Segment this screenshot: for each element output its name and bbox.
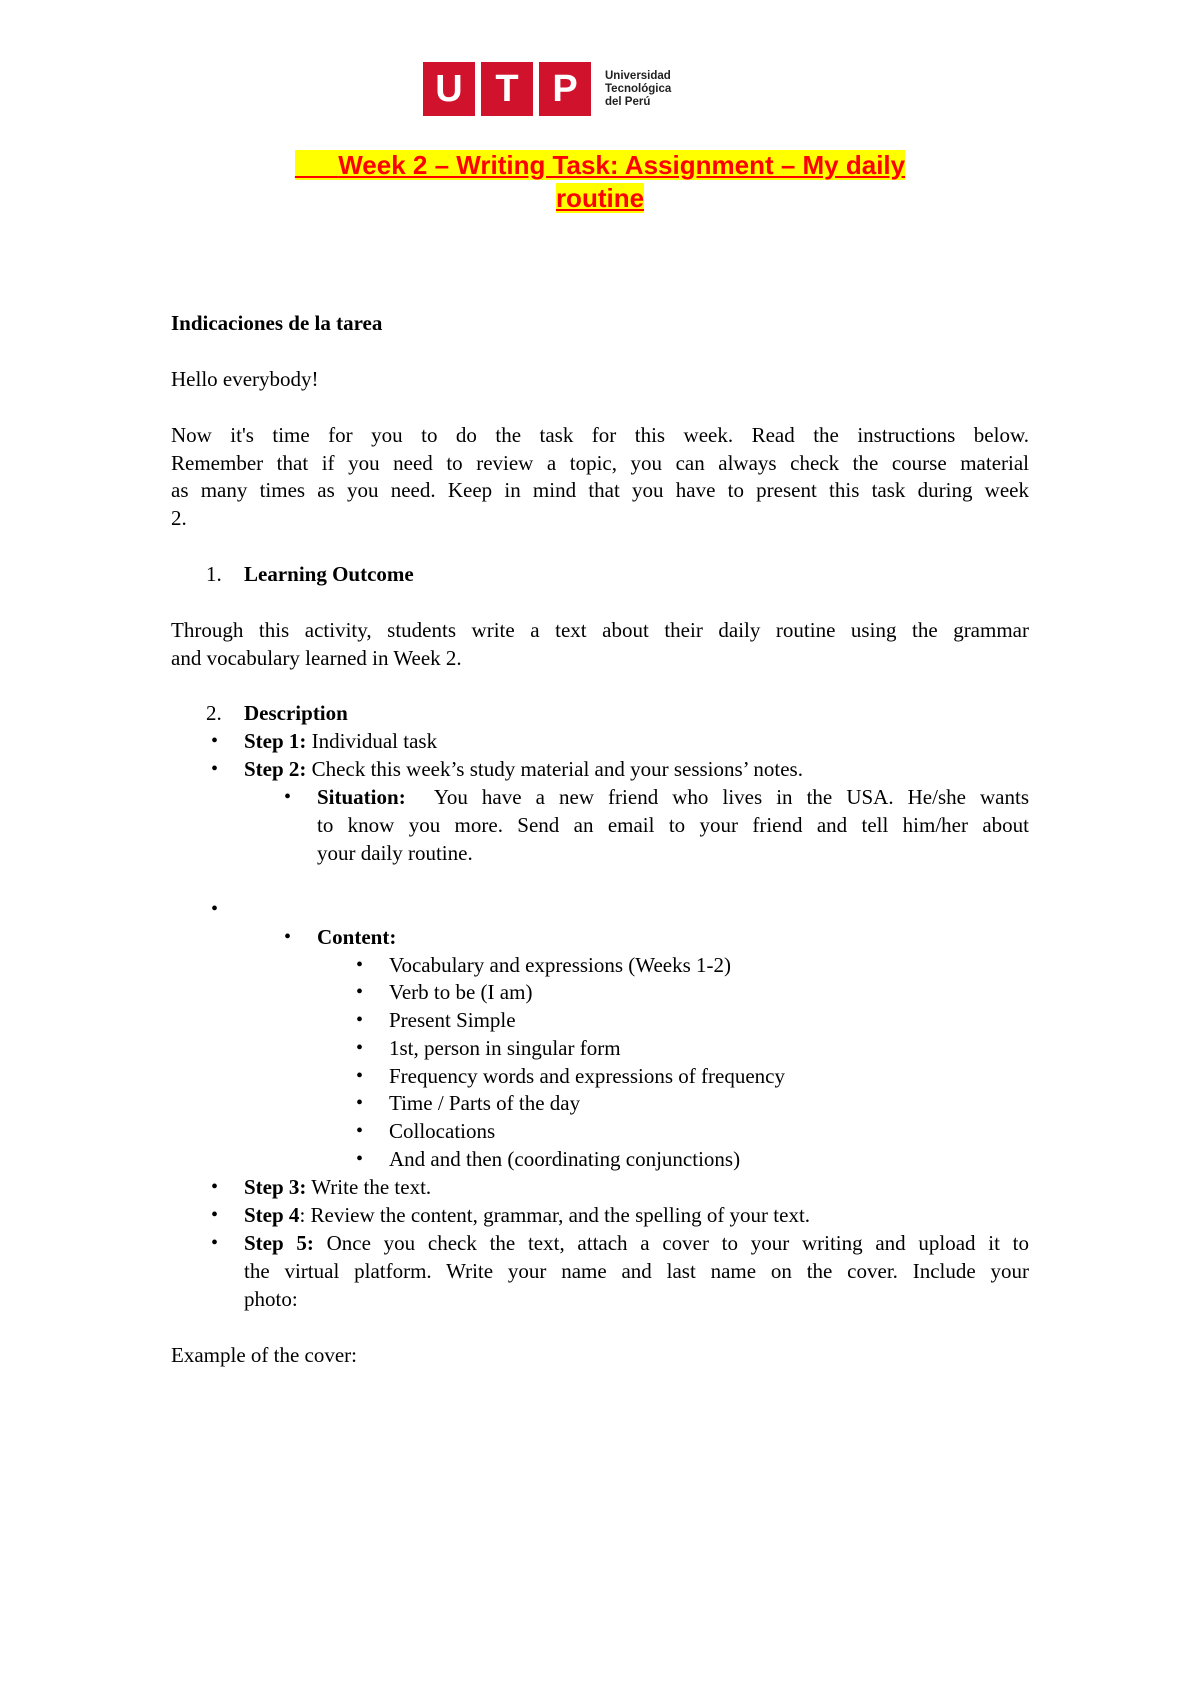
page-title-line1: Week 2 – Writing Task: Assignment – My daily [0,149,1200,181]
page-title-line2: routine [555,183,645,213]
bullet-icon: • [356,1120,364,1142]
section2-number: 2. [206,701,222,725]
intro-line: as many times as you need. Keep in mind that you have to present this task during week [171,478,1029,502]
step5-line: the virtual platform. Write your name and last name on the cover. Include your [244,1259,1029,1283]
bullet-icon: • [284,786,292,808]
list-item: Vocabulary and expressions (Weeks 1-2) [389,953,731,977]
greeting: Hello everybody! [171,367,319,391]
bullet-icon: • [356,1065,364,1087]
logo-letter-p: P [539,62,591,116]
logo-letter-u: U [423,62,475,116]
situation-line: your daily routine. [317,841,473,865]
bullet-icon: • [356,1037,364,1059]
section1-text-line: Through this activity, students write a text about their daily routine using the grammar [171,618,1029,642]
logo-university-name: Universidad Tecnológica del Perú [605,69,672,108]
bullet-icon: • [356,981,364,1003]
utp-logo [423,62,671,116]
section1-number: 1. [206,562,222,586]
content-label: Content: [317,925,397,949]
bullet-icon: • [356,1148,364,1170]
list-item: 1st, person in singular form [389,1036,621,1060]
list-item: And and then (coordinating conjunctions) [389,1147,741,1171]
bullet-icon: • [211,730,219,752]
intro-line: Now it's time for you to do the task for this week. Read the instructions below. [171,423,1029,447]
bullet-icon: • [356,954,364,976]
bullet-icon: • [284,926,292,948]
bullet-icon: • [356,1092,364,1114]
list-item-step4: Step 4: Review the content, grammar, and the spelling of your text. [244,1203,811,1227]
bullet-icon: • [211,1176,219,1198]
list-item: Time / Parts of the day [389,1091,581,1115]
section-heading: Indicaciones de la tarea [171,311,383,335]
situation-line: Situation: You have a new friend who lives in the USA. He/she wants [317,785,1029,809]
list-item: Verb to be (I am) [389,980,533,1004]
list-item: Present Simple [389,1008,516,1032]
bullet-icon: • [211,898,219,920]
intro-line: Remember that if you need to review a topic, you can always check the course material [171,451,1029,475]
section2-title: Description [244,701,348,725]
list-item-step1: Step 1: Individual task [244,729,438,753]
list-item-step2: Step 2: Check this week’s study material and your sessions’ notes. [244,757,803,781]
bullet-icon: • [211,1232,219,1254]
step5-line: photo: [244,1287,298,1311]
list-item: Frequency words and expressions of frequency [389,1064,785,1088]
bullet-icon: • [356,1009,364,1031]
list-item: Collocations [389,1119,496,1143]
section1-title: Learning Outcome [244,562,414,586]
step5-line: Step 5: Once you check the text, attach a cover to your writing and upload it to [244,1231,1029,1255]
situation-line: to know you more. Send an email to your friend and tell him/her about [317,813,1029,837]
list-item-step3: Step 3: Write the text. [244,1175,432,1199]
example-caption: Example of the cover: [171,1343,358,1367]
bullet-icon: • [211,1204,219,1226]
bullet-icon: • [211,758,219,780]
intro-line: 2. [171,506,187,530]
logo-letter-t: T [481,62,533,116]
section1-text-line: and vocabulary learned in Week 2. [171,646,462,670]
